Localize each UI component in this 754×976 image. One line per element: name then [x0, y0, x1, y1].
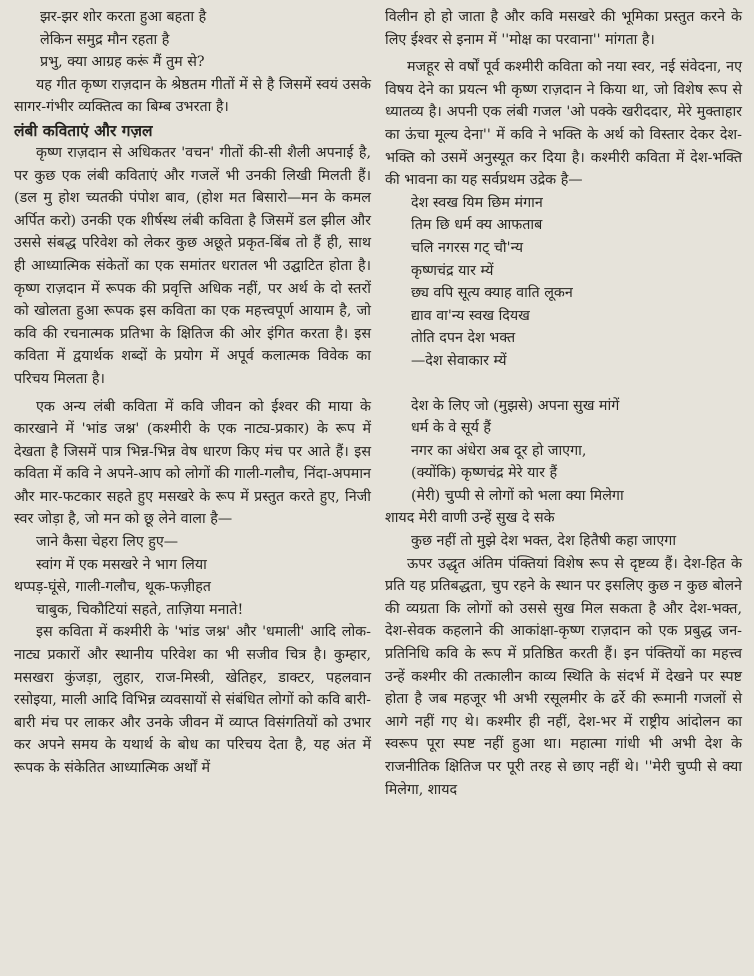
- verse-line: देश स्वख यिम छिम मंगान: [411, 194, 543, 211]
- verse-line: द्याव वा'न्य स्वख दियख: [411, 307, 530, 324]
- verse-line: (मेरी) चुप्पी से लोगों को भला क्या मिलेगा: [411, 487, 624, 504]
- verse-line: तोति दपन देश भक्त: [411, 330, 516, 347]
- verse-kashmiri: [385, 192, 742, 373]
- paragraph: एक अन्य लंबी कविता में कवि जीवन को ईश्वर की माया के कारखाने में 'भांड जश्न' (कश्मीरी के एक नाट्य-प्रकार) के रूप में देखता है जिसमें पात्र भिन्न-भिन्न वेष धारण किए मंच पर आते हैं। इस कविता में कवि ने अपने-आप को लोगों की गाली-गलौच, निंदा-अपमान और मार-फटकार सहते हुए मसखरे के रूप में प्रस्तुत करते हुए, निजी स्वर जोड़ा है, जो मन को छू लेने वाला है—: [14, 398, 371, 528]
- verse-line: (क्योंकि) कृष्णचंद्र मेरे यार हैं: [411, 465, 558, 482]
- verse-line: शायद मेरी वाणी उन्हें सुख दे सके: [385, 510, 555, 527]
- verse-line: जाने कैसा चेहरा लिए हुए—: [36, 534, 179, 551]
- verse-line: कृष्णचंद्र यार म्यें: [411, 262, 494, 279]
- verse-top: [14, 6, 371, 74]
- verse-line: कुछ नहीं तो मुझे देश भक्त, देश हितैषी कहा जाएगा: [411, 533, 677, 550]
- verse-line: थप्पड़-घूंसे, गाली-गलौच, थूक-फज़ीहत: [14, 579, 211, 596]
- verse-line: देश के लिए जो (मुझसे) अपना सुख मांगें: [411, 397, 620, 414]
- verse-spacer: [385, 373, 742, 395]
- paragraph: ऊपर उद्धृत अंतिम पंक्तियां विशेष रूप से दृष्टव्य हैं। देश-हित के प्रति यह प्रतिबद्धता, चुप रहने के स्थान पर इसलिए कुछ न कुछ बोलने की व्यग्रता कि लोगों को उससे सुख मिल सकता है और देश-भक्त, देश-सेवक कहलाने की आकांक्षा-कृष्ण राज़दान को एक प्रबुद्ध जन-प्रतिनिधि कवि के रूप में प्रतिष्ठित करती हैं। इन पंक्तियों का महत्त्व उन्हें कश्मीर की तत्कालीन काव्य स्थिति के संदर्भ में देखने पर स्पष्ट होता है जब महजूर भी अभी रसूलमीर के ढर्रे की रूमानी गजलों से आगे नहीं गए थे। कश्मीर ही नहीं, देश-भर में राष्ट्रीय आंदोलन का स्वरूप पूरा स्पष्ट नहीं हुआ था। महात्मा गांधी भी अभी देश के राजनीतिक क्षितिज पर पूरी तरह से छाए नहीं थे। ''मेरी चुप्पी से क्या मिलेगा, शायद: [385, 555, 742, 798]
- paragraph: इस कविता में कश्मीरी के 'भांड जश्न' और 'धमाली' आदि लोक-नाट्य प्रकारों और स्थानीय परिवेश का भी सजीव चित्र है। कुम्हार, मसखरा कुंजड़ा, लुहार, राज-मिस्त्री, खेतिहर, डाक्टर, पहलवान रसोइया, माली आदि विभिन्न व्यवसायों से संबंधित लोगों को कवि बारी-बारी मंच पर लाकर और उनके जीवन में व्याप्त विसंगतियों को उभार कर अपने समय के यथार्थ के बोध का परिचय देता है, यह अंत में रूपक के संकेतित आध्यात्मिक अर्थों में: [14, 624, 371, 776]
- left-column: [14, 6, 371, 976]
- paragraph: मजहूर से वर्षों पूर्व कश्मीरी कविता को नया स्वर, नई संवेदना, नए विषय देने का प्रयत्न भी कृष्ण राज़दान ने किया था, जो विशेष रूप से ध्यातव्य है। अपनी एक लंबी गजल 'ओ पक्के खरीददार, मेरे मुक्ताहार का ऊंचा मूल्य देना'' में कवि ने भक्ति के अर्थ को विस्तार देकर देश-भक्ति को उसमें अनुस्यूत कर दिया है। कश्मीरी कविता में देश-भक्ति की भावना का यह सर्वप्रथम उद्रेक है—: [385, 59, 742, 189]
- section-heading: लंबी कविताएं और गज़ल: [14, 120, 153, 140]
- verse-line: स्वांग में एक मसखरे ने भाग लिया: [36, 556, 207, 573]
- verse-line: झर-झर शोर करता हुआ बहता है: [40, 9, 207, 25]
- verse-line: तिम छि धर्म क्य आफताब: [411, 217, 543, 234]
- verse-line: धर्म के वे सूर्य हैं: [411, 420, 491, 437]
- verse-line: छ्य वपि सूत्य क्याह वाति लूकन: [411, 285, 573, 302]
- verse-mid: [14, 531, 371, 621]
- paragraph: यह गीत कृष्ण राज़दान के श्रेष्ठतम गीतों में से है जिसमें स्वयं उसके सागर-गंभीर व्यक्तित्व का बिम्ब उभरता है।: [14, 76, 371, 116]
- right-column: [385, 6, 742, 976]
- verse-hindi: [385, 395, 742, 553]
- verse-line: चलि नगरस गट् चौ'न्य: [411, 239, 524, 256]
- verse-line: लेकिन समुद्र मौन रहता है: [40, 31, 170, 48]
- verse-line: नगर का अंधेरा अब दूर हो जाएगा,: [411, 442, 587, 459]
- paragraph: विलीन हो हो जाता है और कवि मसखरे की भूमिका प्रस्तुत करने के लिए ईश्वर से इनाम में ''मोक्ष का परवाना'' मांगता है।: [385, 9, 742, 48]
- verse-line: चाबुक, चिकौटियां सहते, ताज़िया मनाते!: [36, 601, 244, 618]
- paragraph: कृष्ण राज़दान से अधिकतर 'वचन' गीतों की-सी शैली अपनाई है, पर कुछ एक लंबी कविताएं और गजलें भी उनकी लिखी मिलती हैं। (डल मु होश च्यतकी पंपोश बाव, (होश मत बिसारो—मन के कमल अर्पित करो) उनकी एक शीर्षस्थ लंबी कविता है जिसमें डल झील और उससे संबद्ध परिवेश को लेकर कुछ अछूते प्रकृत-बिंब तो हैं ही, साथ ही आध्यात्मिक संकेतों का एक समांतर धरातल भी उद्घाटित होता है। कृष्ण राज़दान में रूपक की प्रवृत्ति अधिक नहीं, पर अर्थ के दो स्तरों को खोलता हुआ रूपक इस कविता का एक महत्त्वपूर्ण आयाम है, जो कवि की रचनात्मक प्रतिभा के क्षितिज की ओर इंगित करता है। इस कविता में द्वयार्थक शब्दों के प्रयोग में अपूर्व कलात्मक विवेक का परिचय मिलता है।: [14, 144, 371, 387]
- verse-line: —देश सेवाकार म्यें: [411, 352, 507, 369]
- verse-line: प्रभु, क्या आग्रह करूं मैं तुम से?: [40, 54, 205, 71]
